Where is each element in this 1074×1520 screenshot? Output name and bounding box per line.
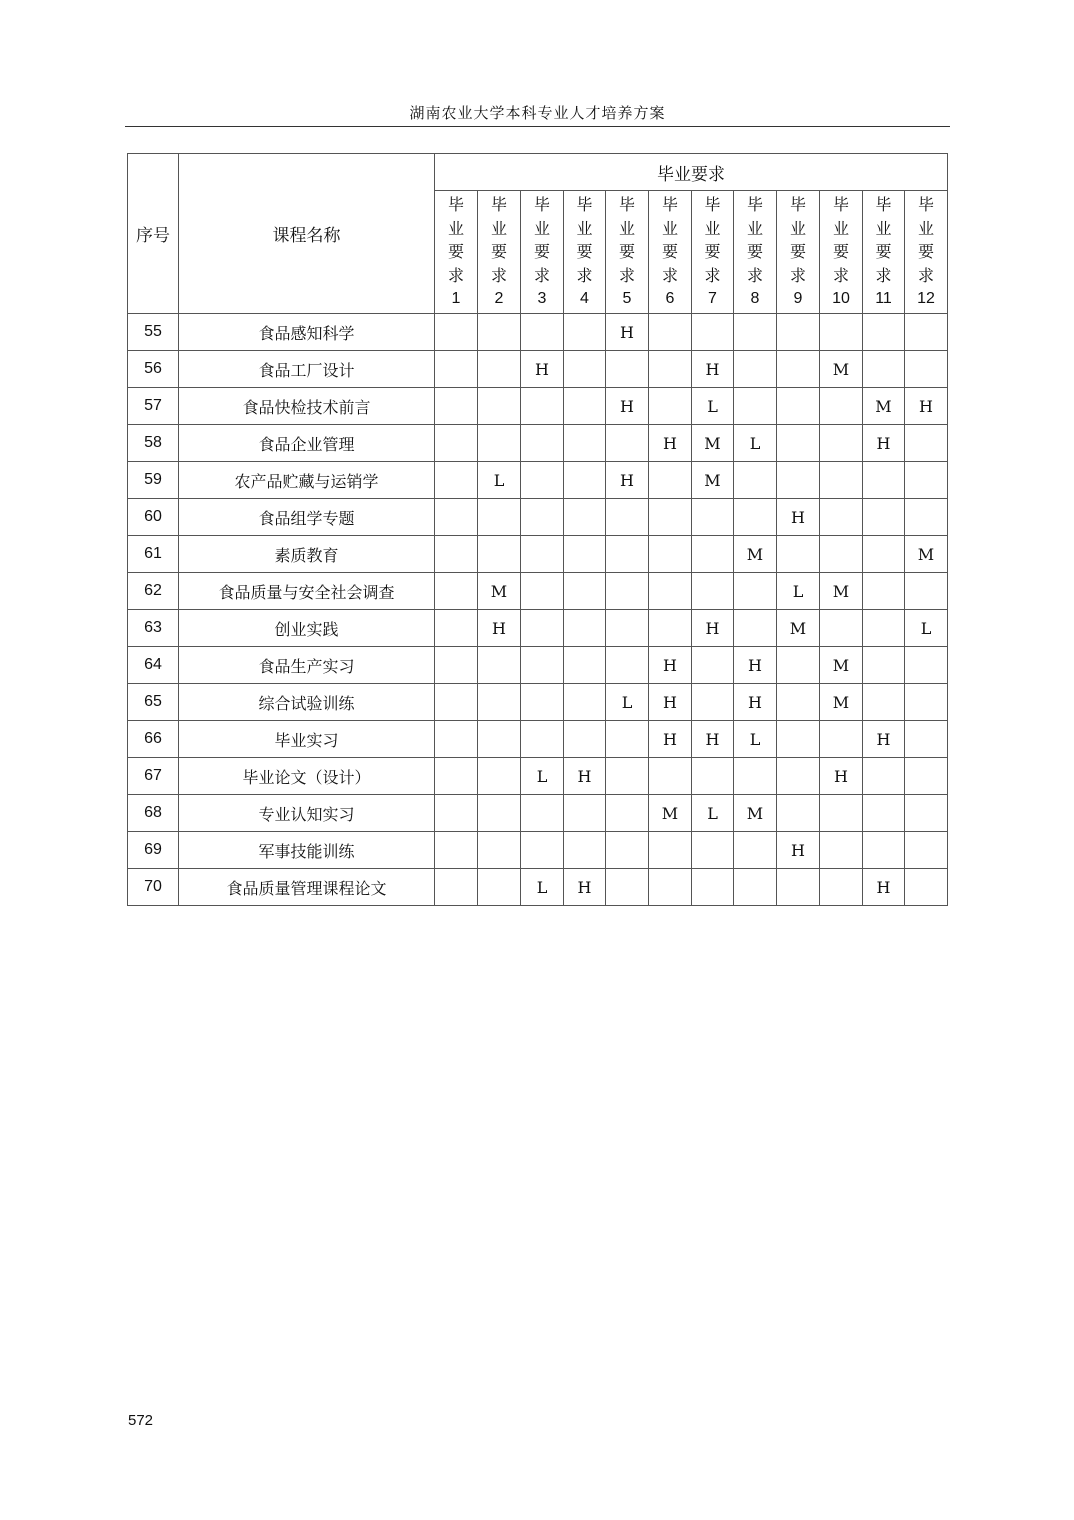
support-level-cell	[820, 610, 863, 647]
req-header-number: 1	[451, 290, 461, 308]
req-header-number: 2	[494, 290, 504, 308]
support-level-cell	[564, 388, 606, 425]
support-level-cell	[734, 832, 777, 869]
req-header-number: 8	[750, 290, 760, 308]
curriculum-requirements-matrix	[127, 153, 948, 906]
req-header-text: 毕业要求	[534, 195, 551, 285]
support-level-cell: M	[692, 462, 734, 499]
row-index: 61	[128, 536, 179, 573]
support-level-cell	[478, 832, 521, 869]
req-header-number: 4	[580, 290, 589, 308]
support-level-cell	[649, 758, 692, 795]
support-level-cell	[734, 499, 777, 536]
support-level-cell	[521, 795, 564, 832]
row-index: 65	[128, 684, 179, 721]
support-level-cell	[863, 832, 905, 869]
support-level-cell	[820, 314, 863, 351]
row-index: 62	[128, 573, 179, 610]
support-level-cell	[478, 758, 521, 795]
support-level-cell	[905, 314, 948, 351]
row-index: 67	[128, 758, 179, 795]
support-level-cell	[521, 314, 564, 351]
page-number: 572	[128, 1412, 154, 1429]
support-level-cell: H	[649, 425, 692, 462]
support-level-cell: M	[734, 536, 777, 573]
course-name: 食品质量与安全社会调查	[179, 573, 435, 610]
support-level-cell	[564, 832, 606, 869]
support-level-cell: H	[564, 758, 606, 795]
row-index: 68	[128, 795, 179, 832]
support-level-cell	[435, 425, 478, 462]
support-level-cell	[478, 647, 521, 684]
support-level-cell	[564, 795, 606, 832]
support-level-cell	[863, 758, 905, 795]
req-header-8	[734, 191, 777, 314]
support-level-cell	[564, 499, 606, 536]
row-index: 55	[128, 314, 179, 351]
support-level-cell: H	[734, 647, 777, 684]
support-level-cell	[777, 462, 820, 499]
support-level-cell	[435, 388, 478, 425]
support-level-cell	[734, 869, 777, 906]
req-header-text: 毕业要求	[704, 195, 721, 285]
req-header-3	[521, 191, 564, 314]
support-level-cell	[777, 388, 820, 425]
support-level-cell	[649, 573, 692, 610]
matrix-body	[128, 314, 948, 906]
support-level-cell: M	[649, 795, 692, 832]
req-header-11	[863, 191, 905, 314]
support-level-cell	[863, 462, 905, 499]
support-level-cell	[435, 573, 478, 610]
support-level-cell: H	[564, 869, 606, 906]
table-row	[128, 573, 948, 610]
support-level-cell	[478, 425, 521, 462]
support-level-cell	[905, 351, 948, 388]
req-header-6	[649, 191, 692, 314]
support-level-cell: H	[606, 462, 649, 499]
support-level-cell	[692, 314, 734, 351]
support-level-cell	[606, 795, 649, 832]
support-level-cell: H	[905, 388, 948, 425]
table-row	[128, 425, 948, 462]
table-row	[128, 869, 948, 906]
support-level-cell	[692, 499, 734, 536]
support-level-cell: H	[692, 721, 734, 758]
course-name: 食品快检技术前言	[179, 388, 435, 425]
support-level-cell	[863, 795, 905, 832]
col-header-index: 序号	[128, 154, 179, 314]
req-header-number: 6	[665, 290, 675, 308]
table-row	[128, 388, 948, 425]
support-level-cell	[521, 499, 564, 536]
support-level-cell: L	[734, 425, 777, 462]
course-name: 毕业论文（设计）	[179, 758, 435, 795]
req-header-number: 12	[917, 290, 935, 308]
support-level-cell	[734, 314, 777, 351]
table-row	[128, 462, 948, 499]
support-level-cell	[692, 573, 734, 610]
table-row	[128, 610, 948, 647]
support-level-cell: M	[777, 610, 820, 647]
support-level-cell: L	[905, 610, 948, 647]
row-index: 63	[128, 610, 179, 647]
support-level-cell	[435, 869, 478, 906]
support-level-cell	[692, 832, 734, 869]
support-level-cell	[863, 610, 905, 647]
course-name: 食品感知科学	[179, 314, 435, 351]
support-level-cell	[435, 795, 478, 832]
req-header-10	[820, 191, 863, 314]
support-level-cell	[905, 832, 948, 869]
support-level-cell	[606, 536, 649, 573]
support-level-cell: H	[649, 647, 692, 684]
req-header-9	[777, 191, 820, 314]
support-level-cell	[777, 795, 820, 832]
support-level-cell	[564, 351, 606, 388]
req-header-text: 毕业要求	[833, 195, 850, 285]
table-row	[128, 351, 948, 388]
support-level-cell	[734, 388, 777, 425]
support-level-cell	[606, 425, 649, 462]
support-level-cell	[564, 610, 606, 647]
support-level-cell	[435, 684, 478, 721]
support-level-cell	[649, 462, 692, 499]
course-name: 专业认知实习	[179, 795, 435, 832]
req-header-text: 毕业要求	[576, 195, 593, 285]
support-level-cell	[820, 832, 863, 869]
support-level-cell	[649, 869, 692, 906]
support-level-cell	[777, 536, 820, 573]
support-level-cell	[478, 684, 521, 721]
support-level-cell	[692, 684, 734, 721]
support-level-cell	[734, 462, 777, 499]
req-header-5	[606, 191, 649, 314]
support-level-cell	[564, 647, 606, 684]
support-level-cell	[820, 536, 863, 573]
support-level-cell	[606, 610, 649, 647]
support-level-cell: H	[820, 758, 863, 795]
support-level-cell	[649, 832, 692, 869]
support-level-cell: H	[777, 499, 820, 536]
support-level-cell	[521, 462, 564, 499]
support-level-cell	[521, 425, 564, 462]
support-level-cell	[521, 536, 564, 573]
support-level-cell	[820, 721, 863, 758]
support-level-cell: H	[606, 388, 649, 425]
support-level-cell	[905, 758, 948, 795]
support-level-cell	[777, 758, 820, 795]
support-level-cell	[606, 647, 649, 684]
row-index: 57	[128, 388, 179, 425]
req-header-text: 毕业要求	[448, 195, 465, 285]
support-level-cell	[435, 610, 478, 647]
support-level-cell	[649, 314, 692, 351]
support-level-cell	[435, 314, 478, 351]
support-level-cell	[692, 536, 734, 573]
support-level-cell	[777, 869, 820, 906]
support-level-cell	[564, 684, 606, 721]
course-name: 食品生产实习	[179, 647, 435, 684]
support-level-cell: M	[820, 684, 863, 721]
req-header-text: 毕业要求	[790, 195, 807, 285]
req-header-number: 11	[875, 290, 892, 308]
support-level-cell	[905, 684, 948, 721]
support-level-cell	[905, 721, 948, 758]
support-level-cell	[649, 610, 692, 647]
support-level-cell	[521, 721, 564, 758]
support-level-cell	[734, 573, 777, 610]
support-level-cell	[478, 795, 521, 832]
support-level-cell: H	[863, 425, 905, 462]
req-header-1	[435, 191, 478, 314]
support-level-cell: H	[478, 610, 521, 647]
support-level-cell	[649, 536, 692, 573]
support-level-cell	[564, 462, 606, 499]
req-header-text: 毕业要求	[918, 195, 935, 285]
support-level-cell	[734, 351, 777, 388]
table-row	[128, 721, 948, 758]
support-level-cell	[905, 795, 948, 832]
support-level-cell	[777, 647, 820, 684]
course-name: 食品工厂设计	[179, 351, 435, 388]
support-level-cell	[606, 869, 649, 906]
support-level-cell	[820, 869, 863, 906]
table-row	[128, 499, 948, 536]
support-level-cell	[863, 647, 905, 684]
support-level-cell	[863, 499, 905, 536]
support-level-cell	[521, 832, 564, 869]
req-header-text: 毕业要求	[491, 195, 508, 285]
support-level-cell: L	[777, 573, 820, 610]
support-level-cell	[777, 721, 820, 758]
req-header-number: 7	[708, 290, 717, 308]
support-level-cell	[606, 351, 649, 388]
support-level-cell	[777, 314, 820, 351]
support-level-cell	[478, 314, 521, 351]
row-index: 59	[128, 462, 179, 499]
support-level-cell	[649, 388, 692, 425]
req-header-text: 毕业要求	[662, 195, 679, 285]
course-name: 军事技能训练	[179, 832, 435, 869]
support-level-cell	[905, 573, 948, 610]
support-level-cell: H	[606, 314, 649, 351]
req-header-text: 毕业要求	[747, 195, 764, 285]
support-level-cell	[692, 758, 734, 795]
support-level-cell	[692, 869, 734, 906]
support-level-cell: M	[820, 647, 863, 684]
course-name: 食品质量管理课程论文	[179, 869, 435, 906]
support-level-cell: H	[734, 684, 777, 721]
support-level-cell: L	[521, 869, 564, 906]
support-level-cell	[521, 684, 564, 721]
table-row	[128, 684, 948, 721]
support-level-cell	[649, 351, 692, 388]
support-level-cell: L	[606, 684, 649, 721]
support-level-cell	[863, 536, 905, 573]
req-header-12	[905, 191, 948, 314]
table-row	[128, 832, 948, 869]
support-level-cell: L	[521, 758, 564, 795]
course-name: 农产品贮藏与运销学	[179, 462, 435, 499]
support-level-cell	[564, 314, 606, 351]
col-header-course: 课程名称	[179, 154, 435, 314]
support-level-cell: H	[649, 721, 692, 758]
support-level-cell	[777, 684, 820, 721]
support-level-cell: M	[734, 795, 777, 832]
support-level-cell	[435, 647, 478, 684]
support-level-cell	[521, 610, 564, 647]
support-level-cell	[863, 684, 905, 721]
req-header-number: 5	[622, 290, 632, 308]
support-level-cell	[606, 573, 649, 610]
support-level-cell: H	[863, 869, 905, 906]
support-level-cell	[478, 499, 521, 536]
req-header-text: 毕业要求	[619, 195, 636, 285]
support-level-cell	[820, 425, 863, 462]
support-level-cell: M	[820, 351, 863, 388]
table-row	[128, 314, 948, 351]
support-level-cell	[649, 499, 692, 536]
course-name: 毕业实习	[179, 721, 435, 758]
support-level-cell	[606, 721, 649, 758]
row-index: 64	[128, 647, 179, 684]
page-header-title: 湖南农业大学本科专业人才培养方案	[125, 100, 950, 127]
req-header-text: 毕业要求	[875, 195, 892, 285]
support-level-cell	[863, 573, 905, 610]
support-level-cell	[435, 758, 478, 795]
row-index: 66	[128, 721, 179, 758]
req-header-number: 9	[793, 290, 803, 308]
support-level-cell	[478, 536, 521, 573]
support-level-cell	[905, 869, 948, 906]
support-level-cell	[521, 647, 564, 684]
support-level-cell	[734, 758, 777, 795]
support-level-cell: H	[692, 351, 734, 388]
support-level-cell	[435, 351, 478, 388]
support-level-cell	[905, 462, 948, 499]
support-level-cell	[905, 425, 948, 462]
support-level-cell: L	[478, 462, 521, 499]
support-level-cell	[905, 647, 948, 684]
support-level-cell	[435, 832, 478, 869]
row-index: 60	[128, 499, 179, 536]
support-level-cell	[777, 351, 820, 388]
course-name: 素质教育	[179, 536, 435, 573]
req-header-number: 3	[537, 290, 547, 308]
support-level-cell	[478, 869, 521, 906]
support-level-cell	[820, 388, 863, 425]
support-level-cell: M	[905, 536, 948, 573]
support-level-cell: H	[777, 832, 820, 869]
support-level-cell: M	[820, 573, 863, 610]
row-index: 56	[128, 351, 179, 388]
table-row	[128, 647, 948, 684]
course-name: 综合试验训练	[179, 684, 435, 721]
support-level-cell	[863, 314, 905, 351]
course-name: 创业实践	[179, 610, 435, 647]
support-level-cell	[564, 721, 606, 758]
support-level-cell: M	[692, 425, 734, 462]
support-level-cell	[435, 536, 478, 573]
table-row	[128, 536, 948, 573]
support-level-cell	[478, 721, 521, 758]
support-level-cell	[564, 536, 606, 573]
support-level-cell: L	[734, 721, 777, 758]
course-name: 食品组学专题	[179, 499, 435, 536]
support-level-cell	[863, 351, 905, 388]
support-level-cell	[905, 499, 948, 536]
support-level-cell: L	[692, 388, 734, 425]
support-level-cell	[777, 425, 820, 462]
support-level-cell	[564, 573, 606, 610]
support-level-cell	[820, 462, 863, 499]
support-level-cell: H	[863, 721, 905, 758]
support-level-cell	[692, 647, 734, 684]
group-header-requirements: 毕业要求	[435, 154, 948, 191]
support-level-cell: H	[649, 684, 692, 721]
support-level-cell	[606, 758, 649, 795]
support-level-cell: M	[863, 388, 905, 425]
support-level-cell	[521, 573, 564, 610]
req-header-4	[564, 191, 606, 314]
req-header-number: 10	[832, 290, 850, 308]
support-level-cell	[820, 795, 863, 832]
support-level-cell	[521, 388, 564, 425]
support-level-cell	[564, 425, 606, 462]
support-level-cell	[820, 499, 863, 536]
req-header-7	[692, 191, 734, 314]
support-level-cell	[478, 351, 521, 388]
support-level-cell	[435, 499, 478, 536]
row-index: 69	[128, 832, 179, 869]
row-index: 70	[128, 869, 179, 906]
table-row	[128, 795, 948, 832]
row-index: 58	[128, 425, 179, 462]
support-level-cell	[435, 462, 478, 499]
support-level-cell	[734, 610, 777, 647]
support-level-cell: L	[692, 795, 734, 832]
support-level-cell: H	[692, 610, 734, 647]
support-level-cell	[606, 499, 649, 536]
support-level-cell: H	[521, 351, 564, 388]
req-header-2	[478, 191, 521, 314]
course-name: 食品企业管理	[179, 425, 435, 462]
support-level-cell: M	[478, 573, 521, 610]
support-level-cell	[478, 388, 521, 425]
table-row	[128, 758, 948, 795]
support-level-cell	[435, 721, 478, 758]
support-level-cell	[606, 832, 649, 869]
